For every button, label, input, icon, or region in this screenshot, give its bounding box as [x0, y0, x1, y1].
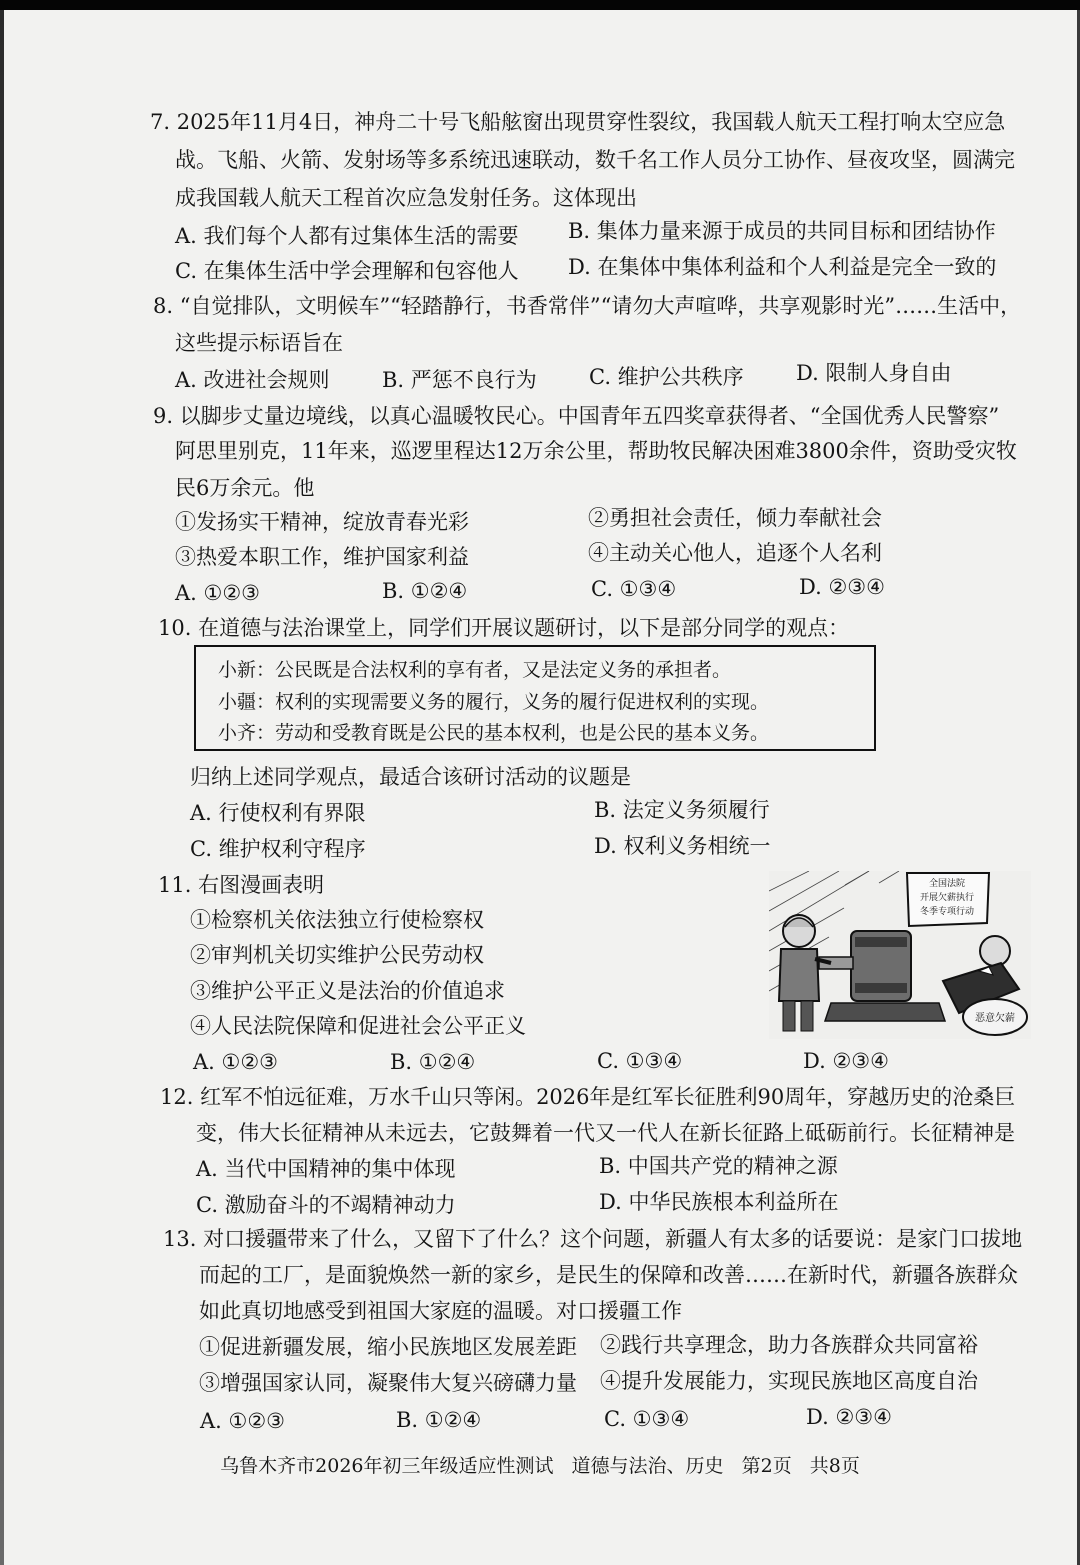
q7-line-2: 战。飞船、火箭、发射场等多系统迅速联动，数千名工作人员分工协作、昼夜攻坚，圆满完 — [175, 148, 1015, 172]
q9-line-3: 民6万余元。他 — [175, 476, 315, 500]
q11-cartoon-image — [769, 871, 1031, 1039]
q11-option-b: B. ①②④ — [390, 1050, 476, 1074]
q10-prompt: 归纳上述同学观点，最适合该研讨活动的议题是 — [190, 765, 631, 789]
q13-line-2: 而起的工厂，是面貌焕然一新的家乡，是民生的保障和改善……在新时代，新疆各族群众 — [199, 1263, 1018, 1287]
cartoon-gavel-band-lower — [855, 983, 907, 993]
footer-total-pages: 共8页 — [809, 1455, 860, 1477]
q12-option-c: C. 激励奋斗的不竭精神动力 — [196, 1193, 456, 1217]
cartoon-sign-text-1: 全国法院 — [928, 879, 966, 889]
cartoon-sign-text-3: 冬季专项行动 — [919, 907, 975, 917]
q13-item-1: ①促进新疆发展，缩小民族地区发展差距 — [199, 1335, 577, 1359]
cartoon-bag-label: 恶意欠薪 — [975, 1013, 1015, 1024]
cartoon-worker-leg-right — [801, 1001, 813, 1031]
q10-viewpoint-xiaoqi: 小齐：劳动和受教育既是公民的基本权利，也是公民的基本义务。 — [218, 722, 770, 744]
q9-option-b: B. ①②④ — [382, 579, 468, 603]
q12-option-b: B. 中国共产党的精神之源 — [599, 1154, 838, 1178]
q7-option-c: C. 在集体生活中学会理解和包容他人 — [175, 259, 519, 283]
q8-option-d: D. 限制人身自由 — [796, 361, 952, 385]
q9-item-2: ②勇担社会责任，倾力奉献社会 — [588, 506, 882, 530]
left-shadow-edge — [0, 10, 4, 1565]
q13-item-2: ②践行共享理念，助力各族群众共同富裕 — [600, 1333, 978, 1357]
cartoon-sign-text-2: 开展欠薪执行 — [919, 893, 975, 903]
q11-item-3: ③维护公平正义是法治的价值追求 — [190, 979, 505, 1003]
cartoon-worker-leg-left — [783, 1001, 795, 1031]
q7-line-3: 成我国载人航天工程首次应急发射任务。这体现出 — [175, 186, 637, 210]
q11-item-4: ④人民法院保障和促进社会公平正义 — [190, 1014, 526, 1038]
q11-option-a: A. ①②③ — [193, 1050, 278, 1074]
q13-item-3: ③增强国家认同，凝聚伟大复兴磅礴力量 — [199, 1371, 577, 1395]
q7-option-b: B. 集体力量来源于成员的共同目标和团结协作 — [568, 219, 996, 243]
q13-option-d: D. ②③④ — [806, 1405, 892, 1429]
cartoon-gavel-band — [855, 937, 907, 947]
q7-option-d: D. 在集体中集体利益和个人利益是完全一致的 — [568, 255, 997, 279]
q9-option-d: D. ②③④ — [799, 575, 885, 599]
q8-option-c: C. 维护公共秩序 — [589, 365, 744, 389]
q10-option-a: A. 行使权利有界限 — [190, 801, 366, 825]
q11-item-2: ②审判机关切实维护公民劳动权 — [190, 943, 484, 967]
q10-option-c: C. 维护权利守程序 — [190, 837, 366, 861]
q10-viewpoint-box — [194, 645, 876, 751]
q10-line-1: 10. 在道德与法治课堂上，同学们开展议题研讨，以下是部分同学的观点： — [158, 616, 850, 640]
q9-item-1: ①发扬实干精神，绽放青春光彩 — [175, 510, 469, 534]
q10-viewpoint-xiaojiang: 小疆：权利的实现需要义务的履行，义务的履行促进权利的实现。 — [218, 691, 770, 713]
q9-line-1: 9. 以脚步丈量边境线，以真心温暖牧民心。中国青年五四奖章获得者、“全国优秀人民警察” — [153, 404, 1000, 428]
q7-line-1: 7. 2025年11月4日，神舟二十号飞船舷窗出现贯穿性裂纹，我国载人航天工程打响太空应急 — [150, 110, 1006, 134]
q13-option-b: B. ①②④ — [396, 1408, 482, 1432]
cartoon-worker-body — [779, 949, 819, 1001]
q10-viewpoint-xiaoxin: 小新：公民既是合法权利的享有者，又是法定义务的承担者。 — [218, 659, 732, 681]
q10-option-b: B. 法定义务须履行 — [594, 798, 770, 822]
q11-line-1: 11. 右图漫画表明 — [158, 873, 325, 897]
footer-subject: 道德与法治、历史 — [571, 1455, 724, 1477]
top-dark-edge — [0, 0, 1080, 10]
q13-option-a: A. ①②③ — [200, 1409, 285, 1433]
q12-line-1: 12. 红军不怕远征难，万水千山只等闲。2026年是红军长征胜利90周年，穿越历史的沧桑巨 — [160, 1085, 1016, 1109]
page-footer — [0, 1452, 1080, 1480]
footer-page-number: 第2页 — [741, 1455, 792, 1477]
q13-item-4: ④提升发展能力，实现民族地区高度自治 — [600, 1369, 978, 1393]
footer-exam-title: 乌鲁木齐市2026年初三年级适应性测试 — [220, 1455, 554, 1477]
q10-option-d: D. 权利义务相统一 — [594, 834, 771, 858]
cartoon-boss-head — [980, 936, 1010, 966]
q8-option-b: B. 严惩不良行为 — [382, 368, 537, 392]
q11-item-1: ①检察机关依法独立行使检察权 — [190, 908, 484, 932]
q8-line-1: 8. “自觉排队，文明候车”“轻踏静行，书香常伴”“请勿大声喧哗，共享观影时光”……生活中， — [153, 294, 1022, 318]
q11-option-c: C. ①③④ — [597, 1049, 683, 1073]
q8-line-2: 这些提示标语旨在 — [175, 331, 343, 355]
q9-line-2: 阿思里别克，11年来，巡逻里程达12万余公里，帮助牧民解决困难3800余件，资助受灾牧 — [175, 439, 1017, 463]
q7-option-a: A. 我们每个人都有过集体生活的需要 — [175, 224, 519, 248]
q9-option-a: A. ①②③ — [175, 581, 260, 605]
q13-line-3: 如此真切地感受到祖国大家庭的温暖。对口援疆工作 — [199, 1299, 682, 1323]
q11-option-d: D. ②③④ — [803, 1049, 889, 1073]
q9-option-c: C. ①③④ — [591, 577, 677, 601]
q12-line-2: 变，伟大长征精神从未远去，它鼓舞着一代又一代人在新长征路上砥砺前行。长征精神是 — [196, 1121, 1015, 1145]
q12-option-d: D. 中华民族根本利益所在 — [599, 1190, 839, 1214]
q12-option-a: A. 当代中国精神的集中体现 — [196, 1157, 456, 1181]
q9-item-3: ③热爱本职工作，维护国家利益 — [175, 545, 469, 569]
q13-line-1: 13. 对口援疆带来了什么，又留下了什么？这个问题，新疆人有太多的话要说：是家门口拔地 — [163, 1227, 1023, 1251]
q8-option-a: A. 改进社会规则 — [175, 368, 330, 392]
cartoon-sound-block — [825, 1003, 945, 1021]
q9-item-4: ④主动关心他人，追逐个人名利 — [588, 541, 882, 565]
q13-option-c: C. ①③④ — [604, 1407, 690, 1431]
